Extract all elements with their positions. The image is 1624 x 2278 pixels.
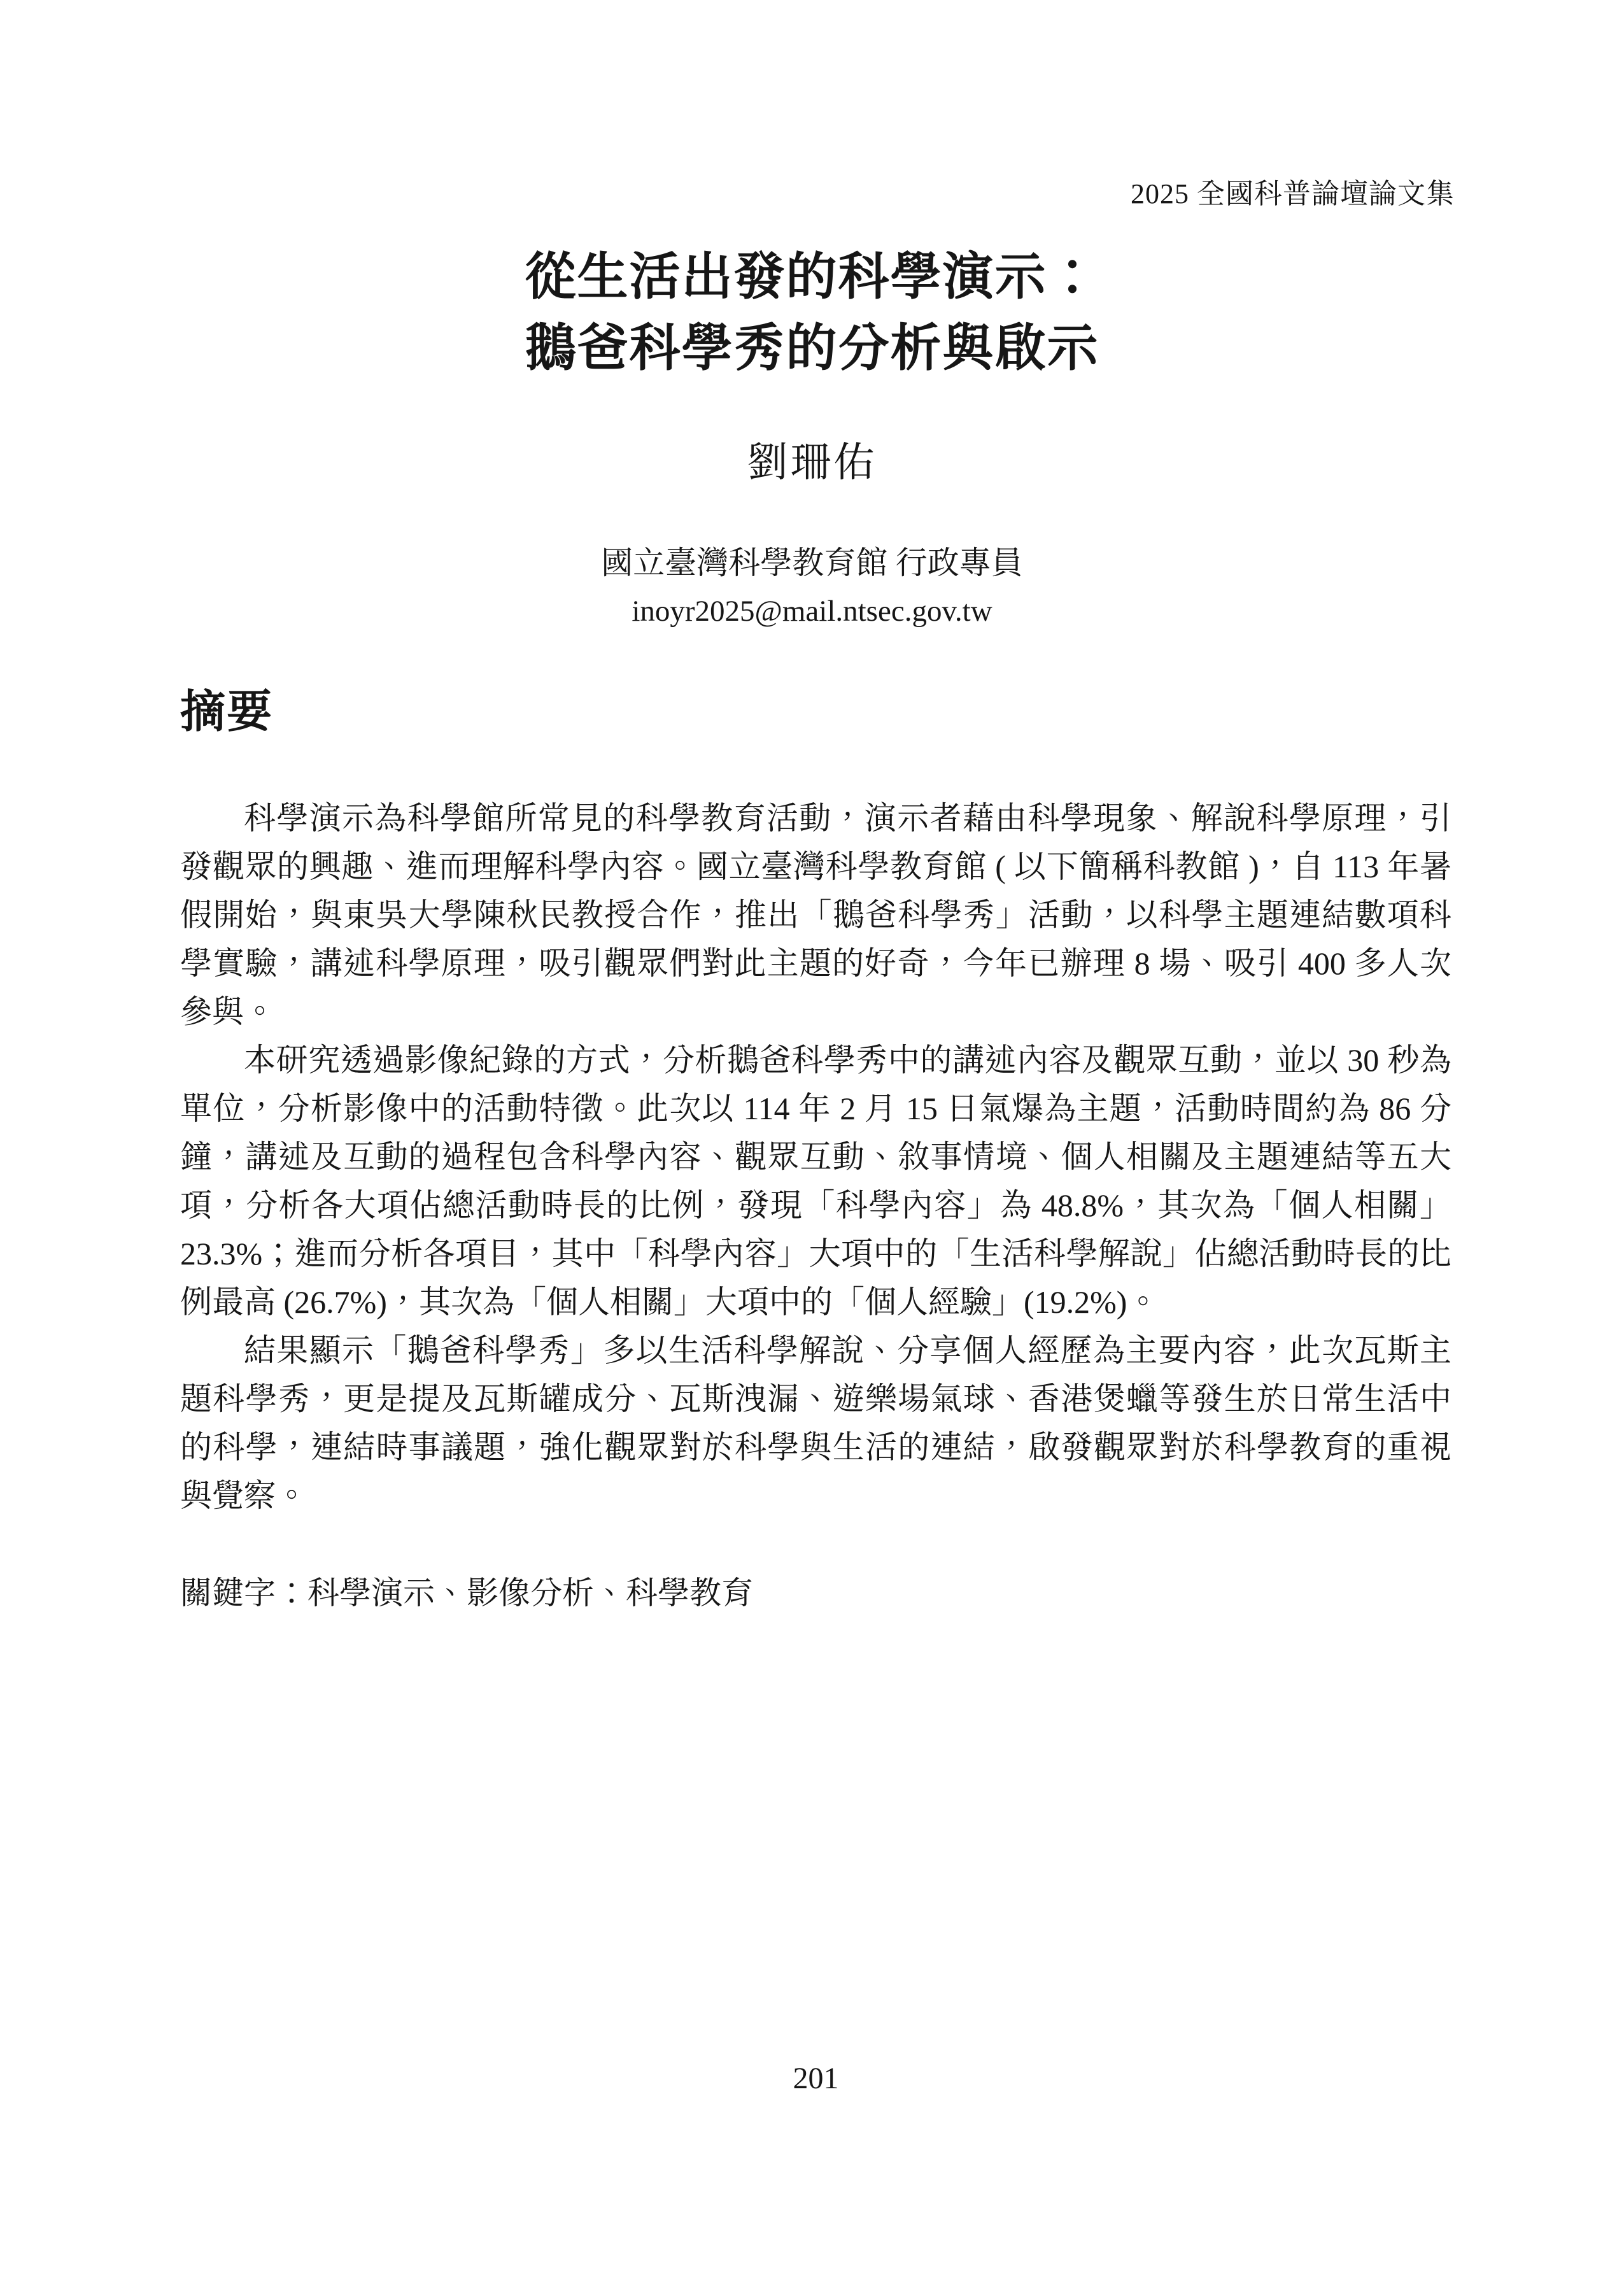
abstract-line: 例最高 (26.7%)，其次為「個人相關」大項中的「個人經驗」(19.2%)。 [180, 1284, 1159, 1320]
abstract-line: 結果顯示「鵝爸科學秀」多以生活科學解說、分享個人經歷為主要內容，此次瓦斯主 [244, 1333, 1451, 1368]
keywords: 關鍵字：科學演示、影像分析、科學教育 [180, 1575, 753, 1611]
abstract-line: 科學演示為科學館所常見的科學教育活動，演示者藉由科學現象、解說科學原理，引 [244, 800, 1451, 836]
abstract-line: 學實驗，講述科學原理，吸引觀眾們對此主題的好奇，今年已辦理 8 場、吸引 400 多人次 [180, 945, 1451, 981]
abstract-line: 23.3%；進而分析各項目，其中「科學內容」大項中的「生活科學解說」佔總活動時長的比 [180, 1236, 1451, 1271]
abstract-line: 與覺察。 [180, 1478, 307, 1513]
abstract-line: 本研究透過影像紀錄的方式，分析鵝爸科學秀中的講述內容及觀眾互動，並以 30 秒為 [244, 1042, 1451, 1078]
abstract-line: 項，分析各大項佔總活動時長的比例，發現「科學內容」為 48.8%，其次為「個人相關」 [180, 1187, 1451, 1223]
paper-title-line-1: 從生活出發的科學演示： [525, 250, 1099, 306]
abstract-line: 鐘，講述及互動的過程包含科學內容、觀眾互動、敘事情境、個人相關及主題連結等五大 [180, 1139, 1451, 1175]
author-name: 劉珊佑 [747, 440, 877, 485]
paper-title-line-2: 鵝爸科學秀的分析與啟示 [525, 321, 1099, 377]
abstract-line: 的科學，連結時事議題，強化觀眾對於科學與生活的連結，啟發觀眾對於科學教育的重視 [180, 1429, 1451, 1465]
paper-title [0, 242, 1624, 385]
author-email: inoyr2025@mail.ntsec.gov.tw [632, 595, 992, 628]
abstract-line: 題科學秀，更是提及瓦斯罐成分、瓦斯洩漏、遊樂場氣球、香港煲蠟等發生於日常生活中 [180, 1381, 1451, 1417]
abstract-line: 發觀眾的興趣、進而理解科學內容。國立臺灣科學教育館 ( 以下簡稱科教館 )，自 113 年暑 [180, 849, 1451, 884]
abstract-line: 單位，分析影像中的活動特徵。此次以 114 年 2 月 15 日氣爆為主題，活動時間約為 86 分 [180, 1091, 1451, 1126]
abstract-body [180, 794, 1451, 1520]
running-header: 2025 全國科普論壇論文集 [1131, 178, 1455, 209]
author-affiliation: 國立臺灣科學教育館 行政專員 [601, 545, 1023, 581]
abstract-line: 參與。 [180, 994, 276, 1029]
page-number: 201 [793, 2062, 839, 2095]
abstract-heading: 摘要 [180, 688, 274, 737]
abstract-line: 假開始，與東吳大學陳秋民教授合作，推出「鵝爸科學秀」活動，以科學主題連結數項科 [180, 897, 1451, 933]
